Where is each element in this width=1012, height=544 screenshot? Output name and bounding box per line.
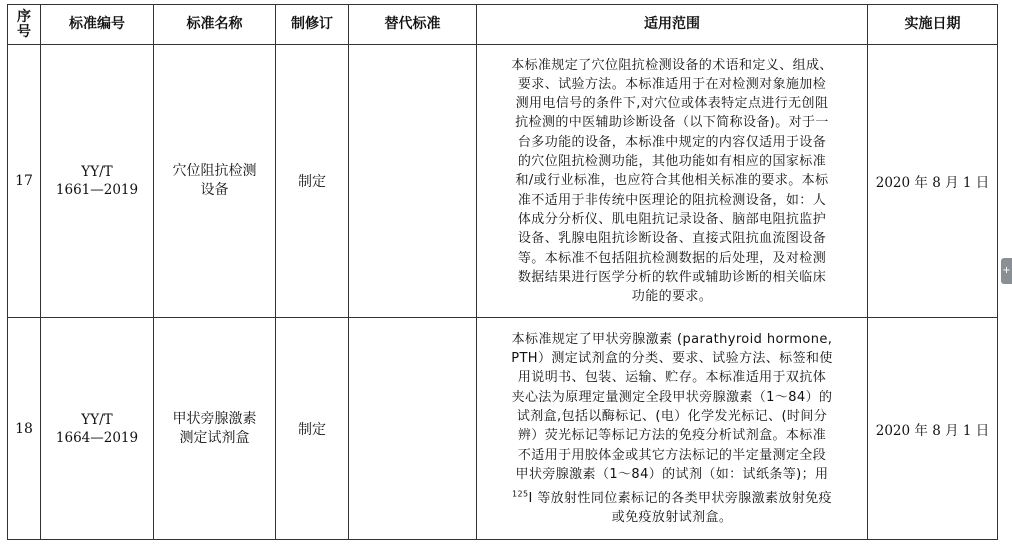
row-replaced	[349, 45, 477, 318]
scope-line: 和/或行业标准，也应符合其他相关标准的要求。本标	[515, 173, 829, 189]
header-row	[8, 5, 998, 45]
row-replaced	[349, 318, 477, 540]
row-date: 2020 年 8 月 1 日	[868, 318, 998, 540]
standards-table	[7, 4, 998, 540]
scope-lines	[511, 332, 833, 482]
scope-line: 设备、乳腺电阻抗诊断设备、直接式阻抗血流图设备	[517, 231, 827, 247]
row-seq: 18	[8, 318, 41, 540]
scope-line: 辨）荧光标记等标记方法的免疫分析试剂盒。本标准	[517, 428, 827, 444]
code-prefix: YY/T	[81, 164, 113, 180]
scope-line: 试剂盒,包括以酶标记、(电）化学发光标记、(时间分	[516, 409, 828, 425]
code-number: 1664—2019	[55, 429, 139, 446]
row-name	[154, 45, 276, 318]
scope-line: 体成分分析仪、肌电阻抗记录设备、脑部电阻抗监护	[517, 211, 827, 227]
header-name: 标准名称	[154, 5, 276, 45]
row-revision: 制定	[276, 45, 349, 318]
scope-line: 测用电信号的条件下,对穴位或体表特定点进行无创阻	[515, 96, 829, 112]
isotope-rest: I 等放射性同位素标记的各类甲状旁腺激素放射免疫	[528, 490, 833, 506]
row-code	[41, 318, 154, 540]
table-row	[8, 318, 998, 540]
scope-text	[477, 330, 867, 527]
header-replaced: 替代标准	[349, 5, 477, 45]
side-expand-handle[interactable]	[1001, 258, 1012, 284]
scope-line-isotope	[512, 491, 832, 506]
header-date: 实施日期	[868, 5, 998, 45]
scope-line: 不适用于用胶体金或其它方法标记的半定量测定全段	[517, 447, 827, 463]
scope-line: 数据结果进行医学分析的软件或辅助诊断的相关临床	[517, 269, 827, 285]
row-scope	[477, 318, 868, 540]
scope-line: 抗检测的中医辅助诊断设备（以下简称设备)。对于一	[515, 115, 829, 131]
scope-line: 功能的要求。	[631, 289, 713, 305]
name-line1: 穴位阻抗检测	[172, 163, 257, 179]
code-number: 1661—2019	[55, 182, 139, 198]
row-seq: 17	[8, 45, 41, 318]
scope-line: 要求、试验方法。本标准适用于在对检测对象施加检	[517, 76, 827, 92]
row-scope	[477, 45, 868, 318]
scope-line: PTH）测定试剂盒的分类、要求、试验方法、标签和使	[511, 351, 833, 367]
scope-line: 等。本标准不包括阻抗检测数据的后处理，及对检测	[517, 250, 827, 266]
scope-line: 准不适用于非传统中医理论的阻抗检测设备，如：人	[517, 192, 827, 208]
header-seq	[8, 5, 41, 45]
name-line2: 设备	[200, 182, 229, 198]
plus-icon: +	[1002, 265, 1011, 276]
scope-line: 甲状旁腺激素（1～84）的试剂（如：试纸条等)；用	[515, 466, 829, 482]
header-seq-line2: 号	[17, 23, 31, 40]
row-code	[41, 45, 154, 318]
name-line2: 测定试剂盒	[179, 429, 250, 446]
scope-line: 台多功能的设备，本标准中规定的内容仅适用于设备	[517, 134, 827, 150]
scope-last-line: 或免疫放射试剂盒。	[611, 509, 733, 525]
row-name	[154, 318, 276, 540]
header-code: 标准编号	[41, 5, 154, 45]
scope-line: 的穴位阻抗检测功能，其他功能如有相应的国家标准	[517, 154, 827, 170]
row-revision: 制定	[276, 318, 349, 540]
header-scope: 适用范围	[477, 5, 868, 45]
isotope-superscript: 125	[511, 489, 529, 499]
scope-text	[477, 56, 867, 307]
scope-line: 本标准规定了甲状旁腺激素 (parathyroid hormone,	[511, 331, 833, 347]
name-line1: 甲状旁腺激素	[172, 410, 257, 427]
scope-line: 本标准规定了穴位阻抗检测设备的术语和定义、组成、	[511, 57, 833, 73]
header-seq-line1: 序	[17, 8, 31, 25]
code-prefix: YY/T	[81, 411, 113, 428]
scope-line: 用说明书、包装、运输、贮存。本标准适用于双抗体	[517, 370, 827, 386]
scope-line: 夹心法为原理定量测定全段甲状旁腺激素（1～84）的	[511, 389, 833, 405]
table-row	[8, 45, 998, 318]
row-date: 2020 年 8 月 1 日	[868, 45, 998, 318]
header-revision: 制修订	[276, 5, 349, 45]
